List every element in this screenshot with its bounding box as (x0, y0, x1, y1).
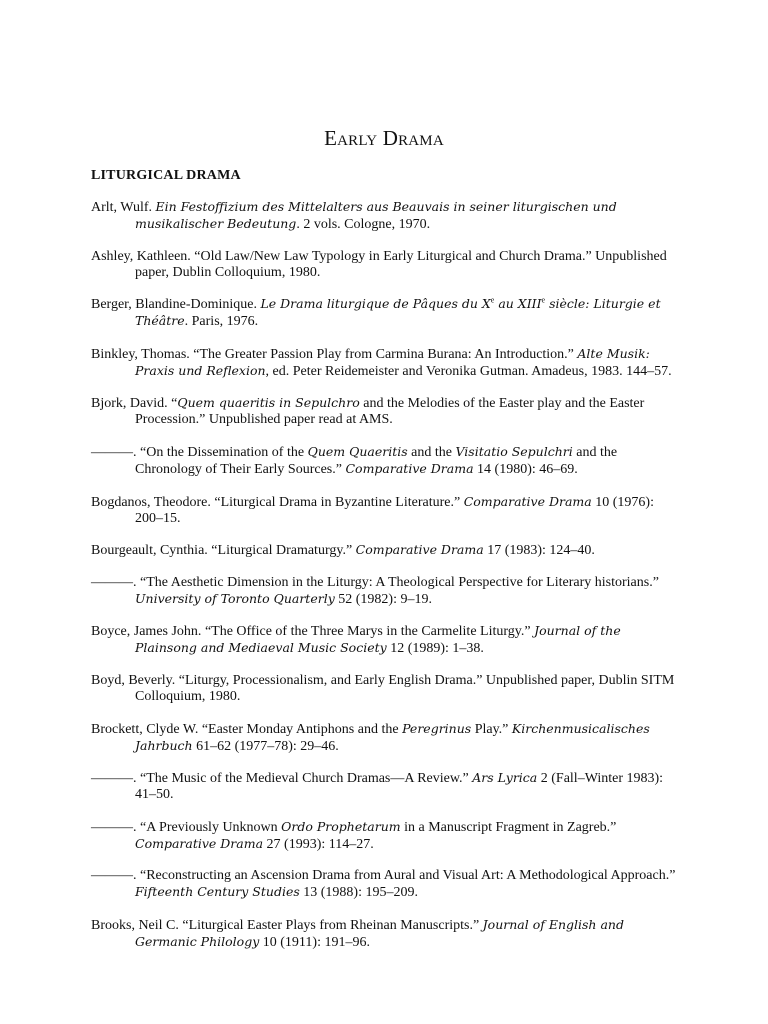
entry-text: Play.” (471, 721, 512, 737)
entry-text: 61–62 (1977–78): 29–46. (192, 738, 339, 754)
italic-title: au XIII (494, 296, 542, 312)
entry-text: in a Manuscript Fragment in Zagreb.” (400, 819, 617, 835)
bibliography-entry (91, 395, 681, 428)
italic-title: Ein Festoffizium des Mittelalters aus Beauvais in seiner liturgischen und musikalischer Bedeutung (135, 199, 617, 231)
entry-author: ———. (91, 819, 137, 835)
italic-title: Alte Musik: Praxis und Reflexion (135, 345, 650, 378)
entry-author: Bogdanos, Theodore. (91, 494, 211, 510)
entry-text: “The Office of the Three Marys in the Carmelite Liturgy.” (201, 624, 535, 640)
entry-text: and the Melodies of the Easter play and the Easter Procession.” Unpublished paper read at AMS. (135, 396, 645, 428)
entry-author: Brockett, Clyde W. (91, 721, 199, 737)
superscript-text: e (490, 295, 495, 305)
italic-title: siècle: Liturgie et Théâtre (135, 296, 661, 329)
entry-author: ———. (91, 444, 137, 460)
entry-text: 52 (1982): 9–19. (334, 591, 432, 607)
page-title: Early Drama (324, 126, 444, 150)
italic-title: University of Toronto Quarterly (135, 590, 335, 606)
italic-title: Comparative Drama (355, 542, 484, 558)
section-heading: LITURGICAL DRAMA (91, 168, 241, 183)
entry-author: Arlt, Wulf. (91, 200, 153, 215)
italic-title: Comparative Drama (135, 835, 264, 851)
bibliography-entry (91, 673, 681, 705)
bibliography-entry (91, 770, 681, 803)
entry-text: 10 (1911): 191–96. (259, 934, 370, 950)
bibliography-entry (91, 917, 681, 951)
italic-title: Peregrinus (402, 720, 472, 736)
entry-text: 14 (1980): 46–69. (473, 461, 578, 477)
entry-text: “On the Dissemination of the (136, 444, 308, 460)
italic-title: Quem quaeritis in Sepulchro (177, 395, 360, 411)
italic-title: Fifteenth Century Studies (135, 884, 300, 900)
bibliography-list (91, 199, 681, 967)
entry-text: “Easter Monday Antiphons and the (198, 721, 403, 737)
entry-author: Boyce, James John. (91, 624, 202, 640)
entry-author: ———. (91, 868, 137, 884)
italic-title: Ordo Prophetarum (281, 818, 401, 834)
entry-author: ———. (91, 574, 137, 590)
italic-title: Quem Quaeritis (307, 443, 408, 459)
bibliography-entry (91, 444, 681, 478)
entry-text: “The Music of the Medieval Church Dramas—A Review.” (136, 771, 473, 787)
entry-text: . 2 vols. Cologne, 1970. (296, 217, 431, 232)
entry-text: “Liturgical Dramaturgy.” (207, 543, 356, 559)
bibliography-entry (91, 296, 681, 330)
entry-text: “Liturgical Drama in Byzantine Literature.” (210, 494, 464, 510)
entry-text: 2 (Fall–Winter 1983): 41–50. (135, 771, 664, 803)
entry-text: “ (167, 396, 178, 412)
italic-title: Le Drama liturgique de Pâques du X (260, 296, 491, 312)
entry-text: “A Previously Unknown (136, 819, 282, 835)
entry-author: Boyd, Beverly. (91, 672, 176, 688)
bibliography-entry (91, 575, 681, 608)
entry-text: and the Chronology of Their Early Sources.” (135, 444, 618, 477)
entry-text: 13 (1988): 195–209. (299, 885, 418, 901)
entry-author: Ashley, Kathleen. (91, 248, 191, 264)
bibliography-entry (91, 542, 681, 559)
entry-text: “Old Law/New Law Typology in Early Liturgical and Church Drama.” Unpublished paper, Dublin Colloquium, 1980. (135, 248, 667, 280)
bibliography-entry (91, 868, 681, 901)
entry-author: Brooks, Neil C. (91, 917, 179, 933)
entry-author: Bourgeault, Cynthia. (91, 543, 208, 559)
entry-text: “Liturgy, Processionalism, and Early English Drama.” Unpublished paper, Dublin SITM Colloquium, 1980. (135, 672, 675, 704)
italic-title: Comparative Drama (345, 460, 474, 476)
superscript-text: e (541, 295, 546, 305)
entry-text: 27 (1993): 114–27. (263, 836, 374, 852)
entry-author: ———. (91, 771, 137, 787)
entry-text: 10 (1976): 200–15. (135, 494, 654, 526)
bibliography-entry (91, 249, 681, 281)
entry-text: and the (407, 444, 456, 460)
italic-title: Comparative Drama (463, 493, 592, 509)
entry-text: “Reconstructing an Ascension Drama from Aural and Visual Art: A Methodological Approach.” (136, 868, 676, 884)
bibliography-entry (91, 199, 681, 233)
entry-author: Bjork, David. (91, 396, 168, 412)
bibliography-entry (91, 346, 681, 380)
italic-title: Ars Lyrica (472, 770, 538, 786)
entry-text: “Liturgical Easter Plays from Rheinan Manuscripts.” (178, 917, 483, 933)
italic-title: Journal of the Plainsong and Mediaeval Music Society (135, 623, 621, 656)
entry-text: , ed. Peter Reidemeister and Veronika Gutman. Amadeus, 1983. 144–57. (265, 363, 672, 379)
bibliography-entry (91, 819, 681, 853)
entry-text: “The Aesthetic Dimension in the Liturgy: A Theological Perspective for Literary historians.” (136, 574, 659, 590)
italic-title: Visitatio Sepulchri (455, 443, 573, 459)
entry-text: “The Greater Passion Play from Carmina Burana: An Introduction.” (189, 346, 578, 362)
entry-text: . Paris, 1976. (184, 314, 259, 330)
bibliography-entry (91, 494, 681, 527)
italic-title: Journal of English and Germanic Philology (135, 916, 624, 949)
entry-author: Binkley, Thomas. (91, 346, 190, 362)
entry-author: Berger, Blandine-Dominique. (91, 297, 257, 313)
bibliography-entry (91, 623, 681, 657)
italic-title: Kirchenmusicalisches Jahrbuch (135, 720, 650, 753)
bibliography-entry (91, 721, 681, 755)
entry-text: 17 (1983): 124–40. (483, 543, 595, 559)
entry-text: 12 (1989): 1–38. (386, 641, 484, 657)
